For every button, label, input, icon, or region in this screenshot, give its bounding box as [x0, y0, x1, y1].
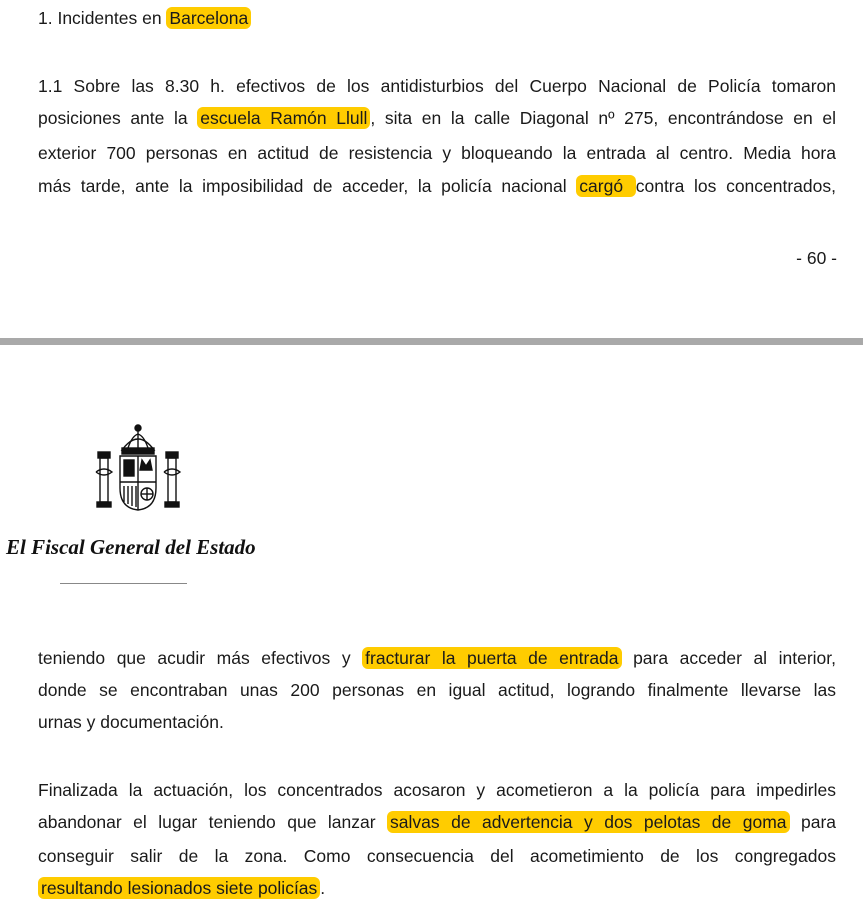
paragraph-line [38, 812, 836, 832]
paragraph-line [38, 108, 836, 128]
line-text: para acceder al interior, [621, 648, 836, 668]
header-rule [60, 583, 187, 584]
header-title: El Fiscal General del Estado [6, 535, 256, 559]
highlight-lesionados: resultando lesionados siete policías [38, 877, 320, 899]
highlight-fracturar: fracturar la puerta de entrada [362, 647, 621, 669]
page-number: - 60 - [796, 248, 837, 268]
section-heading [38, 8, 836, 28]
paragraph-line [38, 648, 836, 668]
line-text: Finalizada la actuación, los concentrados acosaron y acometieron a la policía para impedirles [38, 780, 836, 800]
line-text: donde se encontraban unas 200 personas en igual actitud, logrando finalmente llevarse las [38, 680, 836, 700]
highlight-barcelona: Barcelona [166, 7, 251, 29]
paragraph-line [38, 712, 836, 732]
line-text: abandonar el lugar teniendo que lanzar [38, 812, 388, 832]
paragraph-line [38, 680, 836, 700]
paragraph-line [38, 780, 836, 800]
line-text: para [789, 812, 837, 832]
paragraph-line [38, 176, 836, 196]
paragraph-line [38, 846, 836, 866]
line-text: más tarde, ante la imposibilidad de acceder, la policía nacional [38, 176, 577, 196]
line-text: posiciones ante la [38, 108, 198, 128]
paragraph-line [38, 76, 836, 96]
page-divider [0, 338, 863, 345]
paragraph-line [38, 878, 836, 898]
line-text: urnas y documentación. [38, 712, 224, 732]
highlight-cargo: cargó [576, 175, 635, 197]
paragraph-line [38, 143, 836, 163]
highlight-escuela: escuela Ramón Llull [197, 107, 370, 129]
line-text: 1.1 Sobre las 8.30 h. efectivos de los antidisturbios del Cuerpo Nacional de Policía tomaron [38, 76, 836, 96]
line-text: , sita en la calle Diagonal nº 275, encontrándose en el [370, 108, 836, 128]
line-text: teniendo que acudir más efectivos y [38, 648, 363, 668]
highlight-salvas: salvas de advertencia y dos pelotas de goma [387, 811, 789, 833]
line-text: . [320, 878, 326, 898]
line-text: exterior 700 personas en actitud de resistencia y bloqueando la entrada al centro. Media hora [38, 143, 836, 163]
spanish-coat-of-arms-icon [92, 422, 184, 514]
heading-text: 1. Incidentes en [38, 8, 167, 28]
line-text: conseguir salir de la zona. Como consecuencia del acometimiento de los congregados [38, 846, 836, 866]
line-text: contra los concentrados, [635, 176, 836, 196]
